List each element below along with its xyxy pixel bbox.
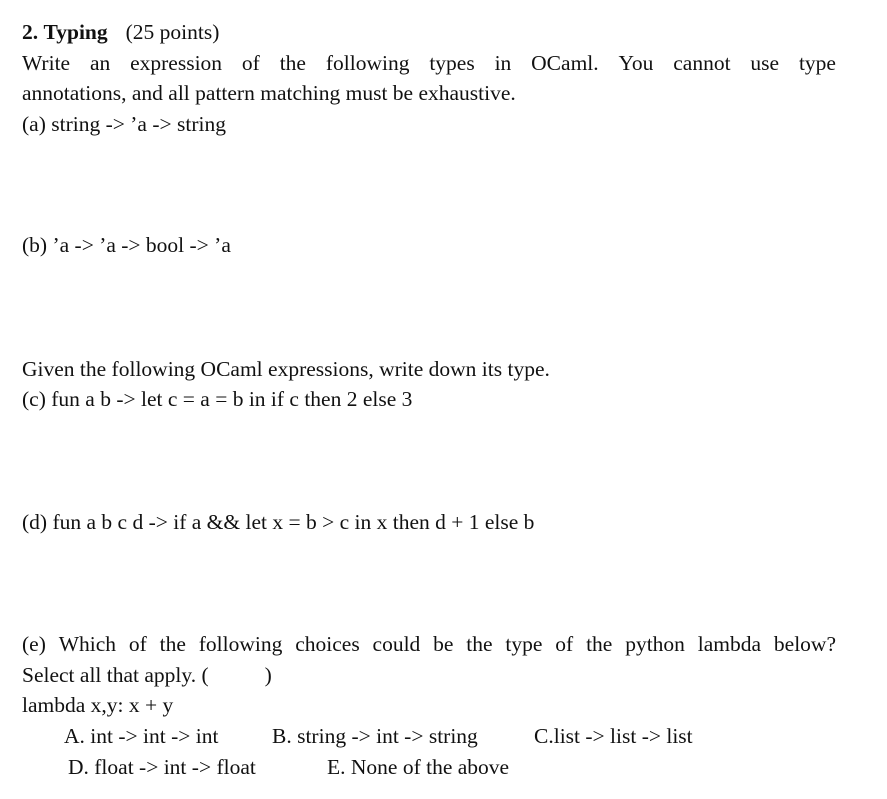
choice-b: B. string -> int -> string	[272, 724, 478, 748]
intro-word: the	[279, 51, 306, 75]
intro-word: Write	[22, 51, 71, 75]
part-b-label: (b)	[22, 233, 48, 257]
lambda-code: lambda x,y: x + y	[22, 693, 174, 717]
part-b-text: ’a -> ’a -> bool -> ’a	[52, 233, 231, 257]
choice-c: C.list -> list -> list	[534, 724, 693, 748]
part-e-word: of	[555, 632, 574, 656]
intro-word: an	[89, 51, 111, 75]
intro-word: following	[325, 51, 410, 75]
part-c-text: fun a b -> let c = a = b in if c then 2 else 3	[51, 387, 413, 411]
part-e-word: the	[159, 632, 186, 656]
part-e-word: of	[128, 632, 147, 656]
part-e-word: below?	[773, 632, 836, 656]
intro-word: in	[494, 51, 512, 75]
part-e-select-line	[22, 660, 272, 690]
part-e-word: the	[466, 632, 493, 656]
part-e-word: type	[505, 632, 543, 656]
intro-line-1	[22, 48, 836, 78]
part-d	[22, 507, 534, 537]
part-a-text: string -> ’a -> string	[51, 112, 226, 136]
part-e-word: (e)	[22, 632, 46, 656]
question-header	[22, 17, 219, 47]
question-points: (25 points)	[125, 20, 220, 44]
select-prefix: Select all that apply. (	[22, 663, 209, 687]
select-suffix: )	[264, 663, 272, 687]
intro-word: You	[618, 51, 654, 75]
choice-a: A. int -> int -> int	[64, 724, 219, 748]
part-e-word: following	[198, 632, 283, 656]
part-c-label: (c)	[22, 387, 46, 411]
choice-d: D. float -> int -> float	[68, 755, 256, 779]
intro-line-2: annotations, and all pattern matching must be exhaustive.	[22, 81, 516, 105]
part-e-word: Which	[58, 632, 117, 656]
part-b	[22, 230, 231, 260]
given-instruction: Given the following OCaml expressions, write down its type.	[22, 357, 550, 381]
intro-word: of	[241, 51, 260, 75]
choice-e: E. None of the above	[327, 755, 510, 779]
intro-word: type	[798, 51, 836, 75]
part-e-word: lambda	[697, 632, 762, 656]
part-d-label: (d)	[22, 510, 48, 534]
part-a-label: (a)	[22, 112, 46, 136]
intro-word: use	[750, 51, 780, 75]
part-e-word: be	[433, 632, 454, 656]
part-d-text: fun a b c d -> if a && let x = b > c in x then d + 1 else b	[52, 510, 535, 534]
part-c	[22, 384, 412, 414]
question-number: 2.	[22, 20, 39, 44]
intro-word: expression	[130, 51, 223, 75]
part-e-word: choices	[295, 632, 360, 656]
part-e-word: the	[586, 632, 613, 656]
part-a	[22, 109, 226, 139]
part-e-question	[22, 629, 836, 659]
part-e-word: could	[372, 632, 421, 656]
intro-word: OCaml.	[531, 51, 599, 75]
part-e-word: python	[625, 632, 685, 656]
intro-word: cannot	[673, 51, 731, 75]
question-title: Typing	[43, 20, 108, 44]
intro-word: types	[429, 51, 475, 75]
